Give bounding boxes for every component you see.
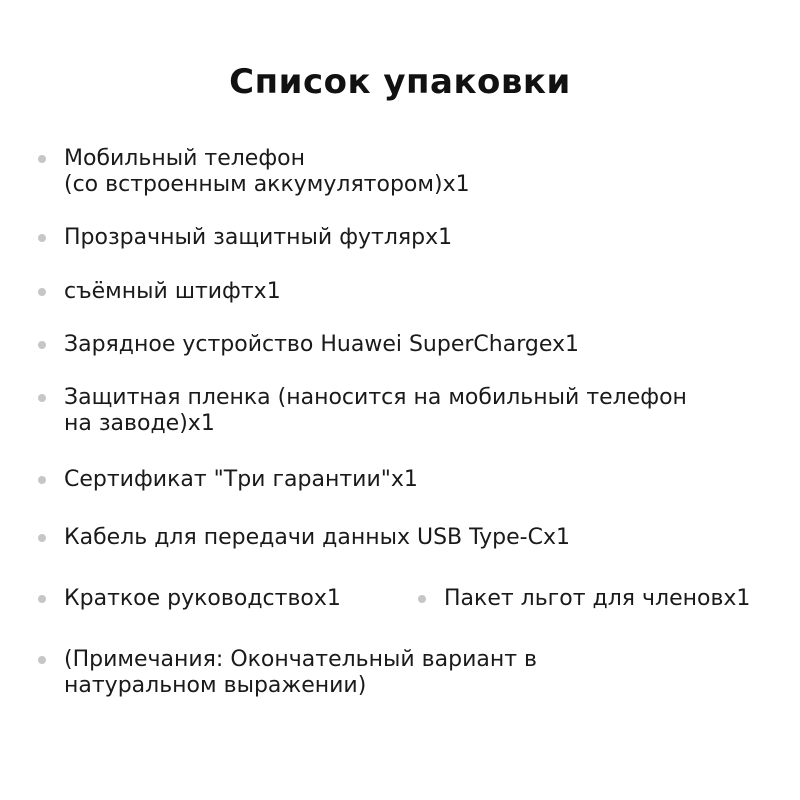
bullet-dot-icon bbox=[38, 394, 46, 402]
bullet-dot-icon bbox=[38, 476, 46, 484]
list-item-text bbox=[64, 525, 570, 551]
bullet-dot-icon bbox=[38, 534, 46, 542]
bullet-dot-icon bbox=[38, 234, 46, 242]
list-item-line: (со встроенным аккумулятором)x1 bbox=[64, 172, 470, 197]
list-item-line: Зарядное устройство Huawei SuperChargex1 bbox=[64, 332, 579, 357]
list-item-text bbox=[64, 146, 470, 198]
list-item-line: на заводе)x1 bbox=[64, 411, 215, 436]
list-item-text bbox=[64, 647, 537, 699]
list-item-line: Защитная пленка (наносится на мобильный телефон bbox=[64, 385, 687, 410]
bullet-dot-icon bbox=[38, 656, 46, 664]
list-item-text bbox=[64, 385, 687, 437]
list-item-line: Краткое руководствоx1 bbox=[64, 586, 341, 611]
list-item-text bbox=[64, 332, 579, 358]
bullet-dot-icon bbox=[38, 595, 46, 603]
bullet-dot-icon bbox=[38, 341, 46, 349]
bullet-dot-icon bbox=[418, 595, 426, 603]
list-item-line: Прозрачный защитный футлярx1 bbox=[64, 225, 453, 250]
list-item-line: (Примечания: Окончательный вариант в bbox=[64, 647, 538, 672]
list-item-text bbox=[64, 225, 452, 251]
list-item-line: Мобильный телефон bbox=[64, 146, 305, 171]
page-title: Список упаковки bbox=[229, 62, 571, 102]
list-item-line: Кабель для передачи данных USB Type-Cx1 bbox=[64, 525, 570, 550]
bullet-dot-icon bbox=[38, 155, 46, 163]
list-item-line: Пакет льгот для членовx1 bbox=[444, 586, 751, 611]
list-item-text bbox=[64, 467, 418, 493]
list-item-text bbox=[64, 279, 281, 305]
list-item-text bbox=[64, 586, 341, 612]
list-item-line: съёмный штифтx1 bbox=[64, 279, 281, 304]
list-item-text bbox=[444, 586, 750, 612]
list-item-line: Сертификат "Три гарантии"x1 bbox=[64, 467, 418, 492]
bullet-dot-icon bbox=[38, 288, 46, 296]
list-item-line: натуральном выражении) bbox=[64, 673, 367, 698]
